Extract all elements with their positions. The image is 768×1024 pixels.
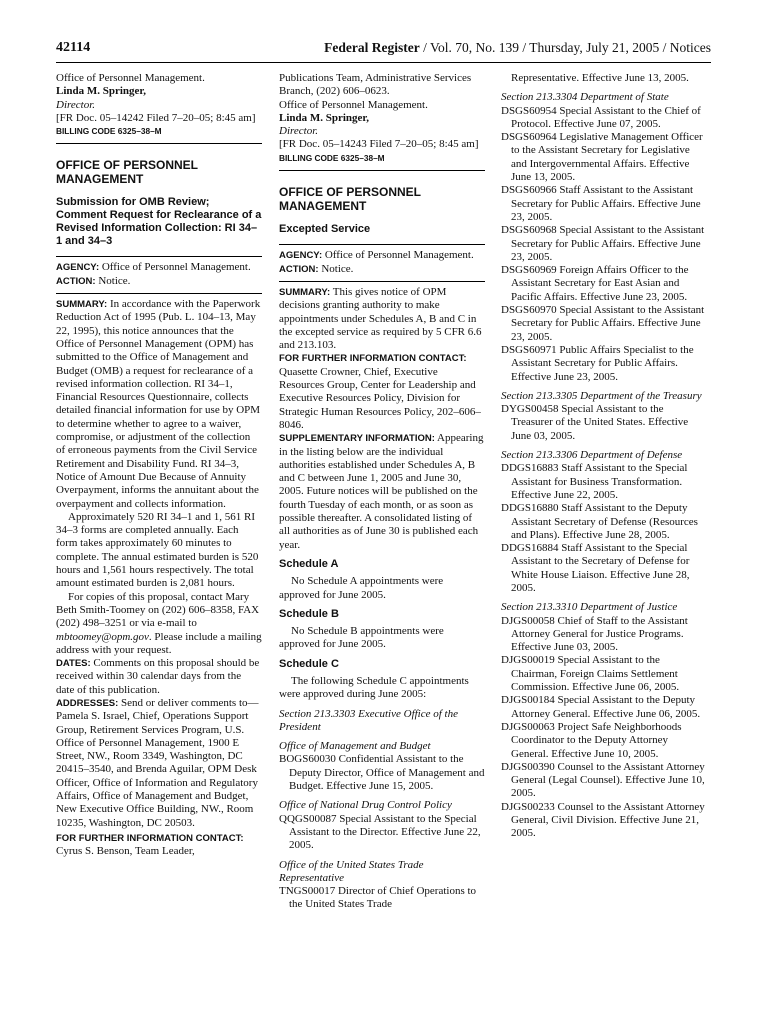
header-rule: [56, 62, 711, 63]
appointment-entry: DSGS60954 Special Assistant to the Chief of Protocol. Effective June 07, 2005.: [501, 104, 701, 130]
column-3: [501, 72, 707, 841]
appointment-entry: BOGS60030 Confidential Assistant to the Deputy Director, Office of Management and Budget. Effective June 15, 2005.: [279, 753, 485, 793]
schedule-b-heading: Schedule B: [279, 607, 339, 620]
agency-line: AGENCY: Office of Personnel Management.: [279, 249, 474, 262]
contact-label: FOR FURTHER INFORMATION CONTACT:: [56, 832, 244, 844]
appointment-entry: DJGS00058 Chief of Staff to the Assistant Attorney General for Justice Programs. Effective June 03, 2005.: [501, 614, 688, 654]
schedule-c-text: The following Schedule C appointments were approved during June 2005:: [279, 674, 469, 701]
billing-code: BILLING CODE 6325–38–M: [279, 152, 385, 163]
section-heading: Section 213.3305 Department of the Treasury: [501, 389, 702, 402]
page-header: [56, 40, 711, 60]
appointment-entry: DJGS00019 Special Assistant to the Chairman, Foreign Claims Settlement Commission. Effective June 06, 2005.: [501, 654, 680, 694]
contact-text: Quasette Crowner, Chief, Executive Resources Group, Center for Leadership and Executive Resources Policy, Division for Strategic Human Resources Policy, 202–606–8046.: [279, 365, 481, 431]
summary-paragraph: SUMMARY: This gives notice of OPM decisions granting authority to make appointments under Schedules A, B and C in the excepted service as required by 5 CFR 6.6 and 213.103.: [279, 285, 482, 352]
divider: [56, 256, 262, 257]
section-heading: Section 213.3310 Department of Justice: [501, 601, 678, 614]
office-heading: Office of the United States Trade Representative: [279, 858, 424, 884]
state-entries: [501, 105, 707, 384]
appointment-entry: DSGS60971 Public Affairs Specialist to the Assistant Secretary for Public Affairs. Effective June 23, 2005.: [501, 343, 694, 383]
copies-paragraph: For copies of this proposal, contact Mary Beth Smith-Toomey on (202) 606–8358, FAX (202) 498–3251 or via e-mail to mbtoomey@opm.gov. Please include a mailing address with your request.: [56, 590, 262, 656]
page-number: 42114: [56, 40, 91, 55]
divider: [56, 293, 262, 294]
journal-name: Federal Register: [324, 40, 420, 55]
continued-text: Publications Team, Administrative Services Branch, (202) 606–0623.: [279, 72, 472, 98]
schedule-c-heading: Schedule C: [279, 657, 339, 670]
running-head: [324, 40, 711, 56]
issue-info: / Vol. 70, No. 139 / Thursday, July 21, 2005 / Notices: [419, 40, 711, 55]
column-2: [279, 72, 485, 912]
dates-paragraph: DATES: Comments on this proposal should be received within 30 calendar days from the date of this publication.: [56, 657, 260, 696]
appointment-entry: TNGS00017 Director of Chief Operations to the United States Trade: [279, 885, 477, 911]
billing-code: BILLING CODE 6325–38–M: [56, 126, 162, 137]
section-heading: Section 213.3304 Department of State: [501, 91, 669, 104]
appointment-entry: DSGS60968 Special Assistant to the Assistant Secretary for Public Affairs. Effective June 23, 2005.: [501, 224, 705, 263]
section-heading: Section 213.3303 Executive Office of the President: [279, 707, 458, 733]
appointment-entry: QQGS00087 Special Assistant to the Special Assistant to the Director. Effective June 22, 2005.: [279, 812, 481, 852]
agency-line: AGENCY: Office of Personnel Management.: [56, 261, 251, 274]
schedule-a-heading: Schedule A: [279, 557, 339, 570]
agency-heading: OFFICE OF PERSONNEL MANAGEMENT: [56, 158, 198, 187]
schedule-b-text: No Schedule B appointments were approved for June 2005.: [279, 625, 444, 651]
appointment-entry: DDGS16884 Staff Assistant to the Special Assistant to the Secretary of Defense for White House Liaison. Effective June 28, 2005.: [501, 542, 690, 594]
signature-agency: Office of Personnel Management.: [56, 72, 205, 84]
addresses-paragraph: ADDRESSES: Send or deliver comments to—Pamela S. Israel, Chief, Operations Support Group, Retirement Services Program, U.S. Office of Personnel Management, 1900 E Street, NW., Room 3349, Washington, DC 20415–3540, and Brenda Aguilar, OPM Desk Officer, Office of Information and Regulatory Affairs, Office of Management and Budget, New Executive Office Building, NW., Room 10235, Washington, DC 20503.: [56, 696, 259, 829]
office-heading: Office of National Drug Control Policy: [279, 799, 452, 812]
summary-paragraph: SUMMARY: In accordance with the Paperwork Reduction Act of 1995 (Pub. L. 104–13, May 22, 1995), this notice announces that the Office of Personnel Management (OPM) has submitted to the Office of Management and Budget (OMB) a request for reclearance of a revised information collection. RI 34–1, Financial Resources Questionnaire, collects detailed financial information for use by OPM to determine whether to agree to a waiver, compromise, or adjustment of the collection of erroneous payments from the Civil Service Retirement and Disability Fund. RI 34–3, Notice of Amount Due Because of Annuity Overpayment, informs the annuitant about the overpayment and collects information.: [56, 298, 261, 510]
appointment-entry: DJGS00184 Special Assistant to the Deputy Attorney General. Effective June 06, 2005.: [501, 694, 701, 720]
notice-subject: Submission for OMB Review; Comment Request for Reclearance of a Revised Information Collection: RI 34–1 and 34–3: [56, 196, 262, 248]
treasury-entries: [501, 403, 707, 443]
divider: [279, 244, 485, 245]
contact-label: FOR FURTHER INFORMATION CONTACT:: [279, 353, 467, 365]
column-1: [56, 72, 262, 859]
justice-entries: [501, 615, 707, 841]
appointment-entry: DJGS00063 Project Safe Neighborhoods Coordinator to the Deputy Attorney General. Effective June 10, 2005.: [501, 720, 682, 760]
appointment-entry: DSGS60969 Foreign Affairs Officer to the Assistant Secretary for East Asian and Pacific Affairs. Effective June 23, 2005.: [501, 264, 689, 303]
signature-title: Director.: [279, 125, 319, 138]
agency-heading: OFFICE OF PERSONNEL MANAGEMENT: [279, 185, 421, 214]
signature-name: Linda M. Springer,: [279, 111, 370, 124]
fr-doc-line: [FR Doc. 05–14243 Filed 7–20–05; 8:45 am]: [279, 138, 479, 151]
supplementary-paragraph: SUPPLEMENTARY INFORMATION: Appearing in the listing below are the individual authorities established under Schedules A, B and C between June 1, 2005 and June 30, 2005. Future notices will be published on the fourth Tuesday of each month, or as soon as possible thereafter. A consolidated listing of all authorities as of June 30 is published each year.: [279, 432, 484, 551]
divider: [279, 281, 485, 282]
appointment-entry: DDGS16883 Staff Assistant to the Special Assistant for Business Transformation. Effective June 22, 2005.: [501, 462, 688, 501]
appointment-entry: DDGS16880 Staff Assistant to the Deputy Assistant Secretary of Defense (Resources and Plans). Effective June 28, 2005.: [501, 502, 698, 541]
appointment-entry: DSGS60966 Staff Assistant to the Assistant Secretary for Public Affairs. Effective June 23, 2005.: [501, 184, 701, 223]
appointment-entry: DJGS00390 Counsel to the Assistant Attorney General (Legal Counsel). Effective June 10, 2005.: [501, 760, 705, 800]
action-line: ACTION: Notice.: [56, 274, 131, 287]
signature-title: Director.: [56, 98, 96, 111]
schedule-a-text: No Schedule A appointments were approved for June 2005.: [279, 575, 444, 601]
appointment-entry: DSGS60964 Legislative Management Officer to the Assistant Secretary for Legislative and Intergovernmental Affairs. Effective June 13, 2005.: [501, 131, 703, 184]
appointment-entry: DJGS00233 Counsel to the Assistant Attorney General, Civil Division. Effective June 21, 2005.: [501, 800, 705, 840]
burden-paragraph: Approximately 520 RI 34–1 and 1, 561 RI 34–3 forms are completed annually. Each form takes approximately 60 minutes to complete. The annual estimated burden is 520 hours and 1,561 hours respectively. The total amount estimated burden is 2,081 hours.: [56, 510, 259, 590]
defense-entries: [501, 462, 707, 595]
section-heading: Section 213.3306 Department of Defense: [501, 449, 683, 462]
signature-agency: Office of Personnel Management.: [279, 98, 428, 111]
appointment-entry: DYGS00458 Special Assistant to the Treasurer of the United States. Effective June 03, 2005.: [501, 403, 689, 442]
action-line: ACTION: Notice.: [279, 262, 354, 275]
signature-name: Linda M. Springer,: [56, 85, 147, 98]
notice-subject: Excepted Service: [279, 223, 371, 236]
appointment-entry: DSGS60970 Special Assistant to the Assistant Secretary for Public Affairs. Effective June 23, 2005.: [501, 304, 705, 343]
divider: [279, 170, 485, 171]
contact-text: Cyrus S. Benson, Team Leader,: [56, 845, 195, 858]
divider: [56, 143, 262, 144]
continued-text: Representative. Effective June 13, 2005.: [511, 72, 689, 84]
email-address: mbtoomey@opm.gov: [56, 630, 149, 643]
fr-doc-line: [FR Doc. 05–14242 Filed 7–20–05; 8:45 am]: [56, 111, 256, 124]
office-heading: Office of Management and Budget: [279, 740, 431, 753]
